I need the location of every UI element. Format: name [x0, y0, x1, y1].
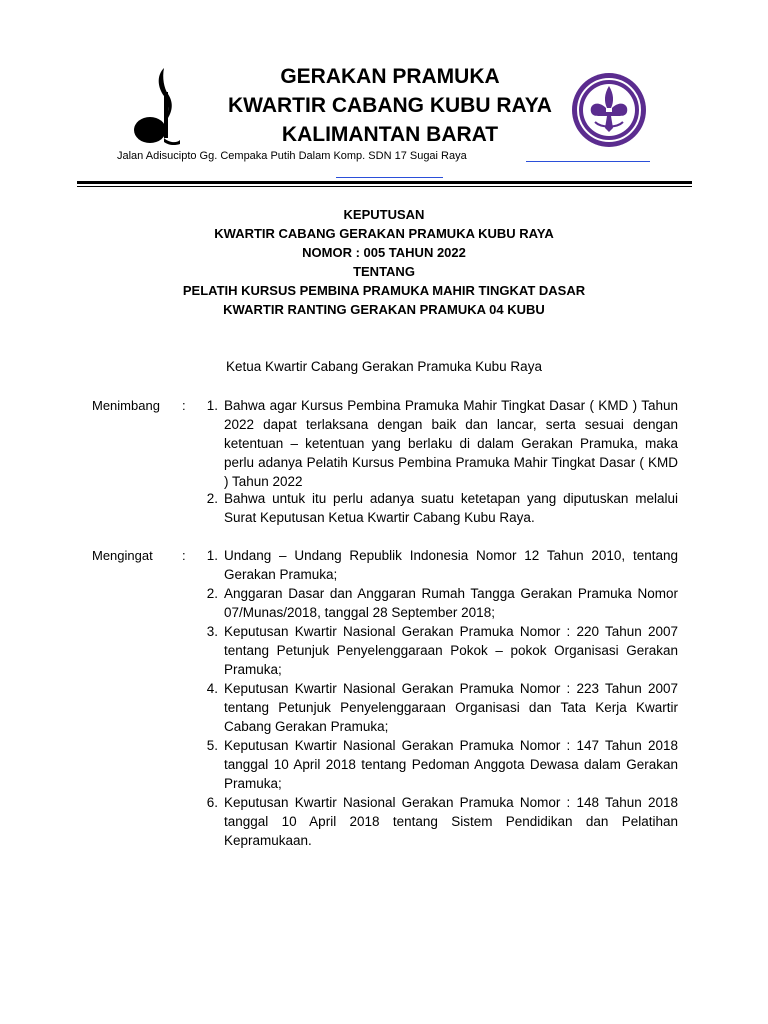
- menimbang-item-text: Bahwa untuk itu perlu adanya suatu ketetapan yang diputuskan melalui Surat Keputusan Ketua Kwartir Cabang Kubu Raya.: [224, 491, 678, 525]
- org-name-line3: KALIMANTAN BARAT: [281, 123, 499, 146]
- menimbang-item-number: 2.: [206, 491, 218, 506]
- decree-title: KEPUTUSAN: [343, 207, 425, 222]
- mengingat-item-text: Anggaran Dasar dan Anggaran Rumah Tangga Gerakan Pramuka Nomor 07/Munas/2018, tanggal 28 September 2018;: [224, 586, 678, 620]
- menimbang-item-text: Bahwa agar Kursus Pembina Pramuka Mahir Tingkat Dasar ( KMD ) Tahun 2022 dapat terlaksana dengan baik dan lancar, serta sesuai dengan ketentuan – ketentuan yang berlaku di dalam Gerakan Pramuka, maka perlu adanya Pelatih Kursus Pembina Pramuka Mahir Tingkat Dasar ( KMD ) Tahun 2022: [224, 398, 678, 489]
- mengingat-item-number: 1.: [206, 548, 218, 563]
- tunas-kelapa-logo-icon: [134, 66, 182, 146]
- decree-about-label: TENTANG: [353, 264, 415, 279]
- org-name-line1: GERAKAN PRAMUKA: [280, 65, 500, 88]
- menimbang-label: Menimbang: [92, 398, 160, 413]
- mengingat-item-number: 6.: [206, 795, 218, 810]
- mengingat-colon: :: [182, 548, 186, 563]
- decree-issuer: KWARTIR CABANG GERAKAN PRAMUKA KUBU RAYA: [214, 226, 554, 241]
- decree-number: NOMOR : 005 TAHUN 2022: [302, 245, 466, 260]
- mengingat-item-number: 3.: [206, 624, 218, 639]
- letterhead-rule-thin: [77, 186, 692, 187]
- mengingat-item-text: Undang – Undang Republik Indonesia Nomor 12 Tahun 2010, tentang Gerakan Pramuka;: [224, 548, 678, 582]
- menimbang-item-number: 1.: [206, 398, 218, 413]
- letterhead-rule-thick: [77, 181, 692, 184]
- mengingat-item-text: Keputusan Kwartir Nasional Gerakan Pramuka Nomor : 147 Tahun 2018 tanggal 10 April 2018 tentang Pedoman Anggota Dewasa dalam Gerakan Pramuka;: [224, 738, 678, 791]
- mengingat-item-text: Keputusan Kwartir Nasional Gerakan Pramuka Nomor : 220 Tahun 2007 tentang Petunjuk Penyelenggaraan Pokok – pokok Organisasi Gerakan Pramuka;: [224, 624, 678, 677]
- mengingat-item-text: Keputusan Kwartir Nasional Gerakan Pramuka Nomor : 148 Tahun 2018 tanggal 10 April 2018 tentang Sistem Pendidikan dan Pelatihan Kepramukaan.: [224, 795, 678, 848]
- chair-statement: Ketua Kwartir Cabang Gerakan Pramuka Kubu Raya: [226, 359, 542, 374]
- address-text: Jalan Adisucipto Gg. Cempaka Putih Dalam Komp. SDN 17 Sugai Raya: [117, 150, 467, 162]
- decree-subject-line2: KWARTIR RANTING GERAKAN PRAMUKA 04 KUBU: [223, 302, 545, 317]
- menimbang-colon: :: [182, 398, 186, 413]
- link-underline: [526, 161, 650, 162]
- mengingat-label: Mengingat: [92, 548, 153, 563]
- org-name-line2: KWARTIR CABANG KUBU RAYA: [228, 94, 552, 117]
- mengingat-item-number: 2.: [206, 586, 218, 601]
- decree-subject-line1: PELATIH KURSUS PEMBINA PRAMUKA MAHIR TINGKAT DASAR: [182, 283, 586, 298]
- wosm-emblem-icon: [571, 72, 647, 148]
- mengingat-item-number: 4.: [206, 681, 218, 696]
- mengingat-item-number: 5.: [206, 738, 218, 753]
- link-underline: [336, 177, 443, 178]
- mengingat-item-text: Keputusan Kwartir Nasional Gerakan Pramuka Nomor : 223 Tahun 2007 tentang Petunjuk Penyelenggaraan Organisasi dan Tata Kerja Kwartir Cabang Gerakan Pramuka;: [224, 681, 678, 734]
